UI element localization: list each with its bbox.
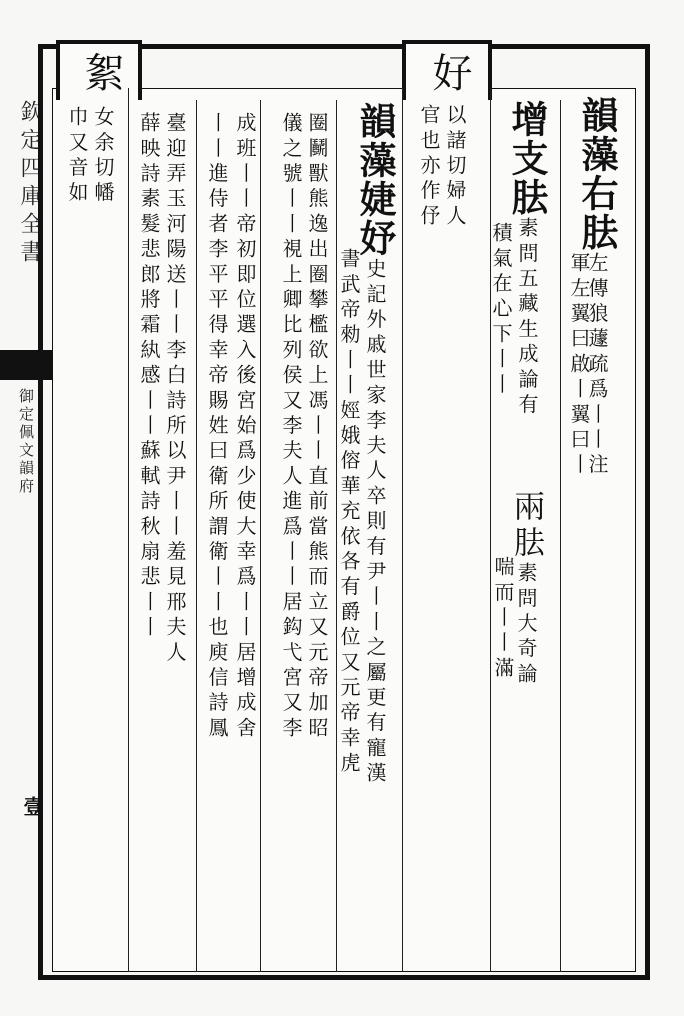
column-text: 素問大奇論 (514, 562, 538, 688)
volume-title: 御定佩文韻府 (17, 388, 35, 496)
headword: 韻藻婕妤 (353, 102, 397, 258)
text-column-7: 以諸切婦人 (443, 104, 467, 230)
tab-left (56, 40, 142, 100)
column-text: 素問五藏生成論有 (515, 217, 539, 419)
tab-right (402, 40, 492, 100)
column-rule (402, 88, 403, 972)
column-text: 史記外戚世家李夫人卒則有尹丨丨之屬更有寵漢 (363, 258, 387, 788)
tab-right-char: 好 (426, 52, 472, 92)
headword: 兩胠 (508, 490, 544, 562)
text-column-4: 積氣在心下丨丨 (489, 222, 513, 399)
column-rule (196, 100, 197, 972)
text-column-12: 儀之號丨丨視上卿比列侯又李夫人進爲丨丨居鈎弋宮又李 (279, 112, 303, 742)
text-column-3 (505, 100, 549, 419)
column-rule (260, 100, 261, 972)
text-column-17: 女余切幡 (91, 106, 115, 207)
text-column-10: 書武帝勑丨丨娙娥傛華充依各有爵位又元帝幸虎 (337, 248, 361, 778)
headword: 增支胠 (505, 100, 549, 217)
tab-left-char: 絮 (78, 52, 124, 92)
column-rule (560, 100, 561, 972)
headword: 韻藻右胠 (575, 96, 619, 252)
column-rule (128, 88, 129, 972)
text-column-6: 喘而丨丨滿 (491, 556, 515, 682)
text-column-14: 丨丨進侍者李平平得幸帝賜姓曰衛所謂衛丨丨也庾信詩鳳 (205, 112, 229, 742)
page-number: 壹 (20, 796, 44, 816)
text-column-8: 官也亦作伃 (417, 104, 441, 230)
text-column-15: 臺迎弄玉河陽送丨丨李白詩所以尹丨丨羞見邢夫人 (163, 112, 187, 667)
column-text: 左傳狼蘧疏爲丨丨注 (585, 252, 609, 479)
text-column-16: 薛映詩素髮悲郎將霜紈感丨丨蘇軾詩秋扇悲丨丨 (137, 112, 161, 642)
column-rule (490, 88, 491, 972)
text-column-13: 成班丨丨帝初即位選入後宮始爲少使大幸爲丨丨居增成舍 (233, 112, 257, 742)
text-column-9 (353, 102, 397, 788)
book-title: 欽定四庫全書 (17, 100, 42, 268)
text-column-2: 軍左翼曰啟丨翼曰丨 (567, 252, 591, 479)
text-column-18: 巾又音如 (65, 106, 89, 207)
text-column-11: 圈鬭獸熊逸出圈攀檻欲上馮丨丨直前當熊而立又元帝加昭 (305, 112, 329, 742)
